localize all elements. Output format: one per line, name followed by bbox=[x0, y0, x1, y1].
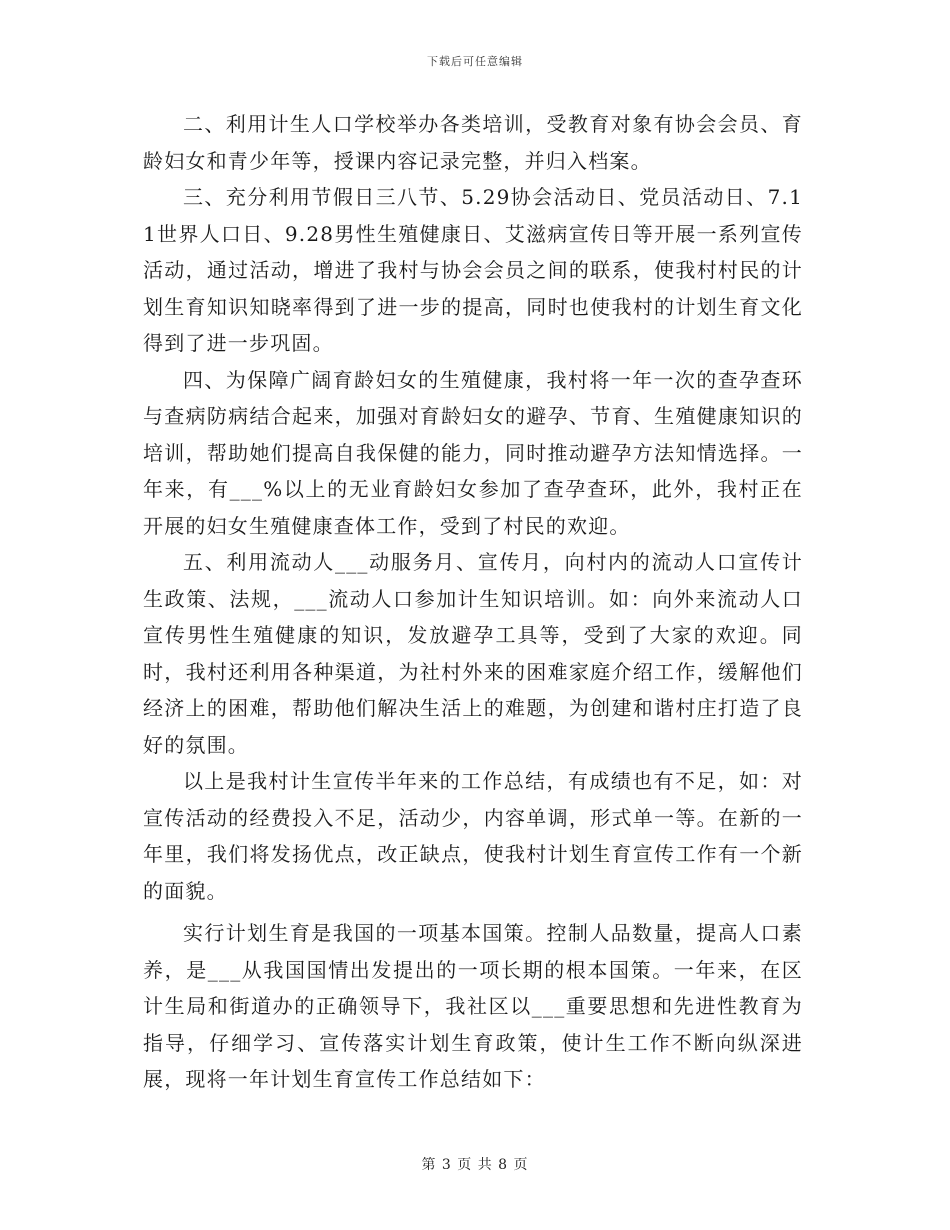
paragraph-summary: 以上是我村计生宣传半年来的工作总结，有成绩也有不足，如：对宣传活动的经费投入不足，活动少，内容单调，形式单一等。在新的一年里，我们将发扬优点，改正缺点，使我村计划生育宣传工作有一个新的面貌。 bbox=[143, 769, 803, 903]
paragraph-training: 二、利用计生人口学校举办各类培训，受教育对象有协会会员、育龄妇女和青少年等，授课内容记录完整，并归入档案。 bbox=[143, 112, 803, 173]
paragraph-holiday-activities: 三、充分利用节假日三八节、5.29协会活动日、党员活动日、7.11世界人口日、9.28男性生殖健康日、艾滋病宣传日等开展一系列宣传活动，通过活动，增进了我村与协会会员之间的联系，使我村村民的计划生育知识知晓率得到了进一步的提高，同时也使我村的计划生育文化得到了进一步巩固。 bbox=[143, 185, 803, 355]
paragraph-floating-population: 五、利用流动人___动服务月、宣传月，向村内的流动人口宣传计生政策、法规，___流动人口参加计生知识培训。如：向外来流动人口宣传男性生殖健康的知识，发放避孕工具等，受到了大家的欢迎。同时，我村还利用各种渠道，为社村外来的困难家庭介绍工作，缓解他们经济上的困难，帮助他们解决生活上的难题，为创建和谐村庄打造了良好的氛围。 bbox=[143, 550, 803, 757]
page-number: 第 3 页 共 8 页 bbox=[421, 1157, 529, 1173]
paragraph-basic-policy: 实行计划生育是我国的一项基本国策。控制人品数量，提高人口素养，是___从我国国情出发提出的一项长期的根本国策。一年来，在区计生局和街道办的正确领导下，我社区以___重要思想和先进性教育为指导，仔细学习、宣传落实计划生育政策，使计生工作不断向纵深进展，现将一年计划生育宣传工作总结如下： bbox=[143, 921, 803, 1091]
document-body bbox=[143, 106, 803, 1098]
paragraph-reproductive-health: 四、为保障广阔育龄妇女的生殖健康，我村将一年一次的查孕查环与查病防病结合起来，加强对育龄妇女的避孕、节育、生殖健康知识的培训，帮助她们提高自我保健的能力，同时推动避孕方法知情选择。一年来，有___%以上的无业育龄妇女参加了查孕查环，此外，我村正在开展的妇女生殖健康查体工作，受到了村民的欢迎。 bbox=[143, 367, 803, 538]
header-note: 下载后可任意编辑 bbox=[427, 55, 523, 68]
